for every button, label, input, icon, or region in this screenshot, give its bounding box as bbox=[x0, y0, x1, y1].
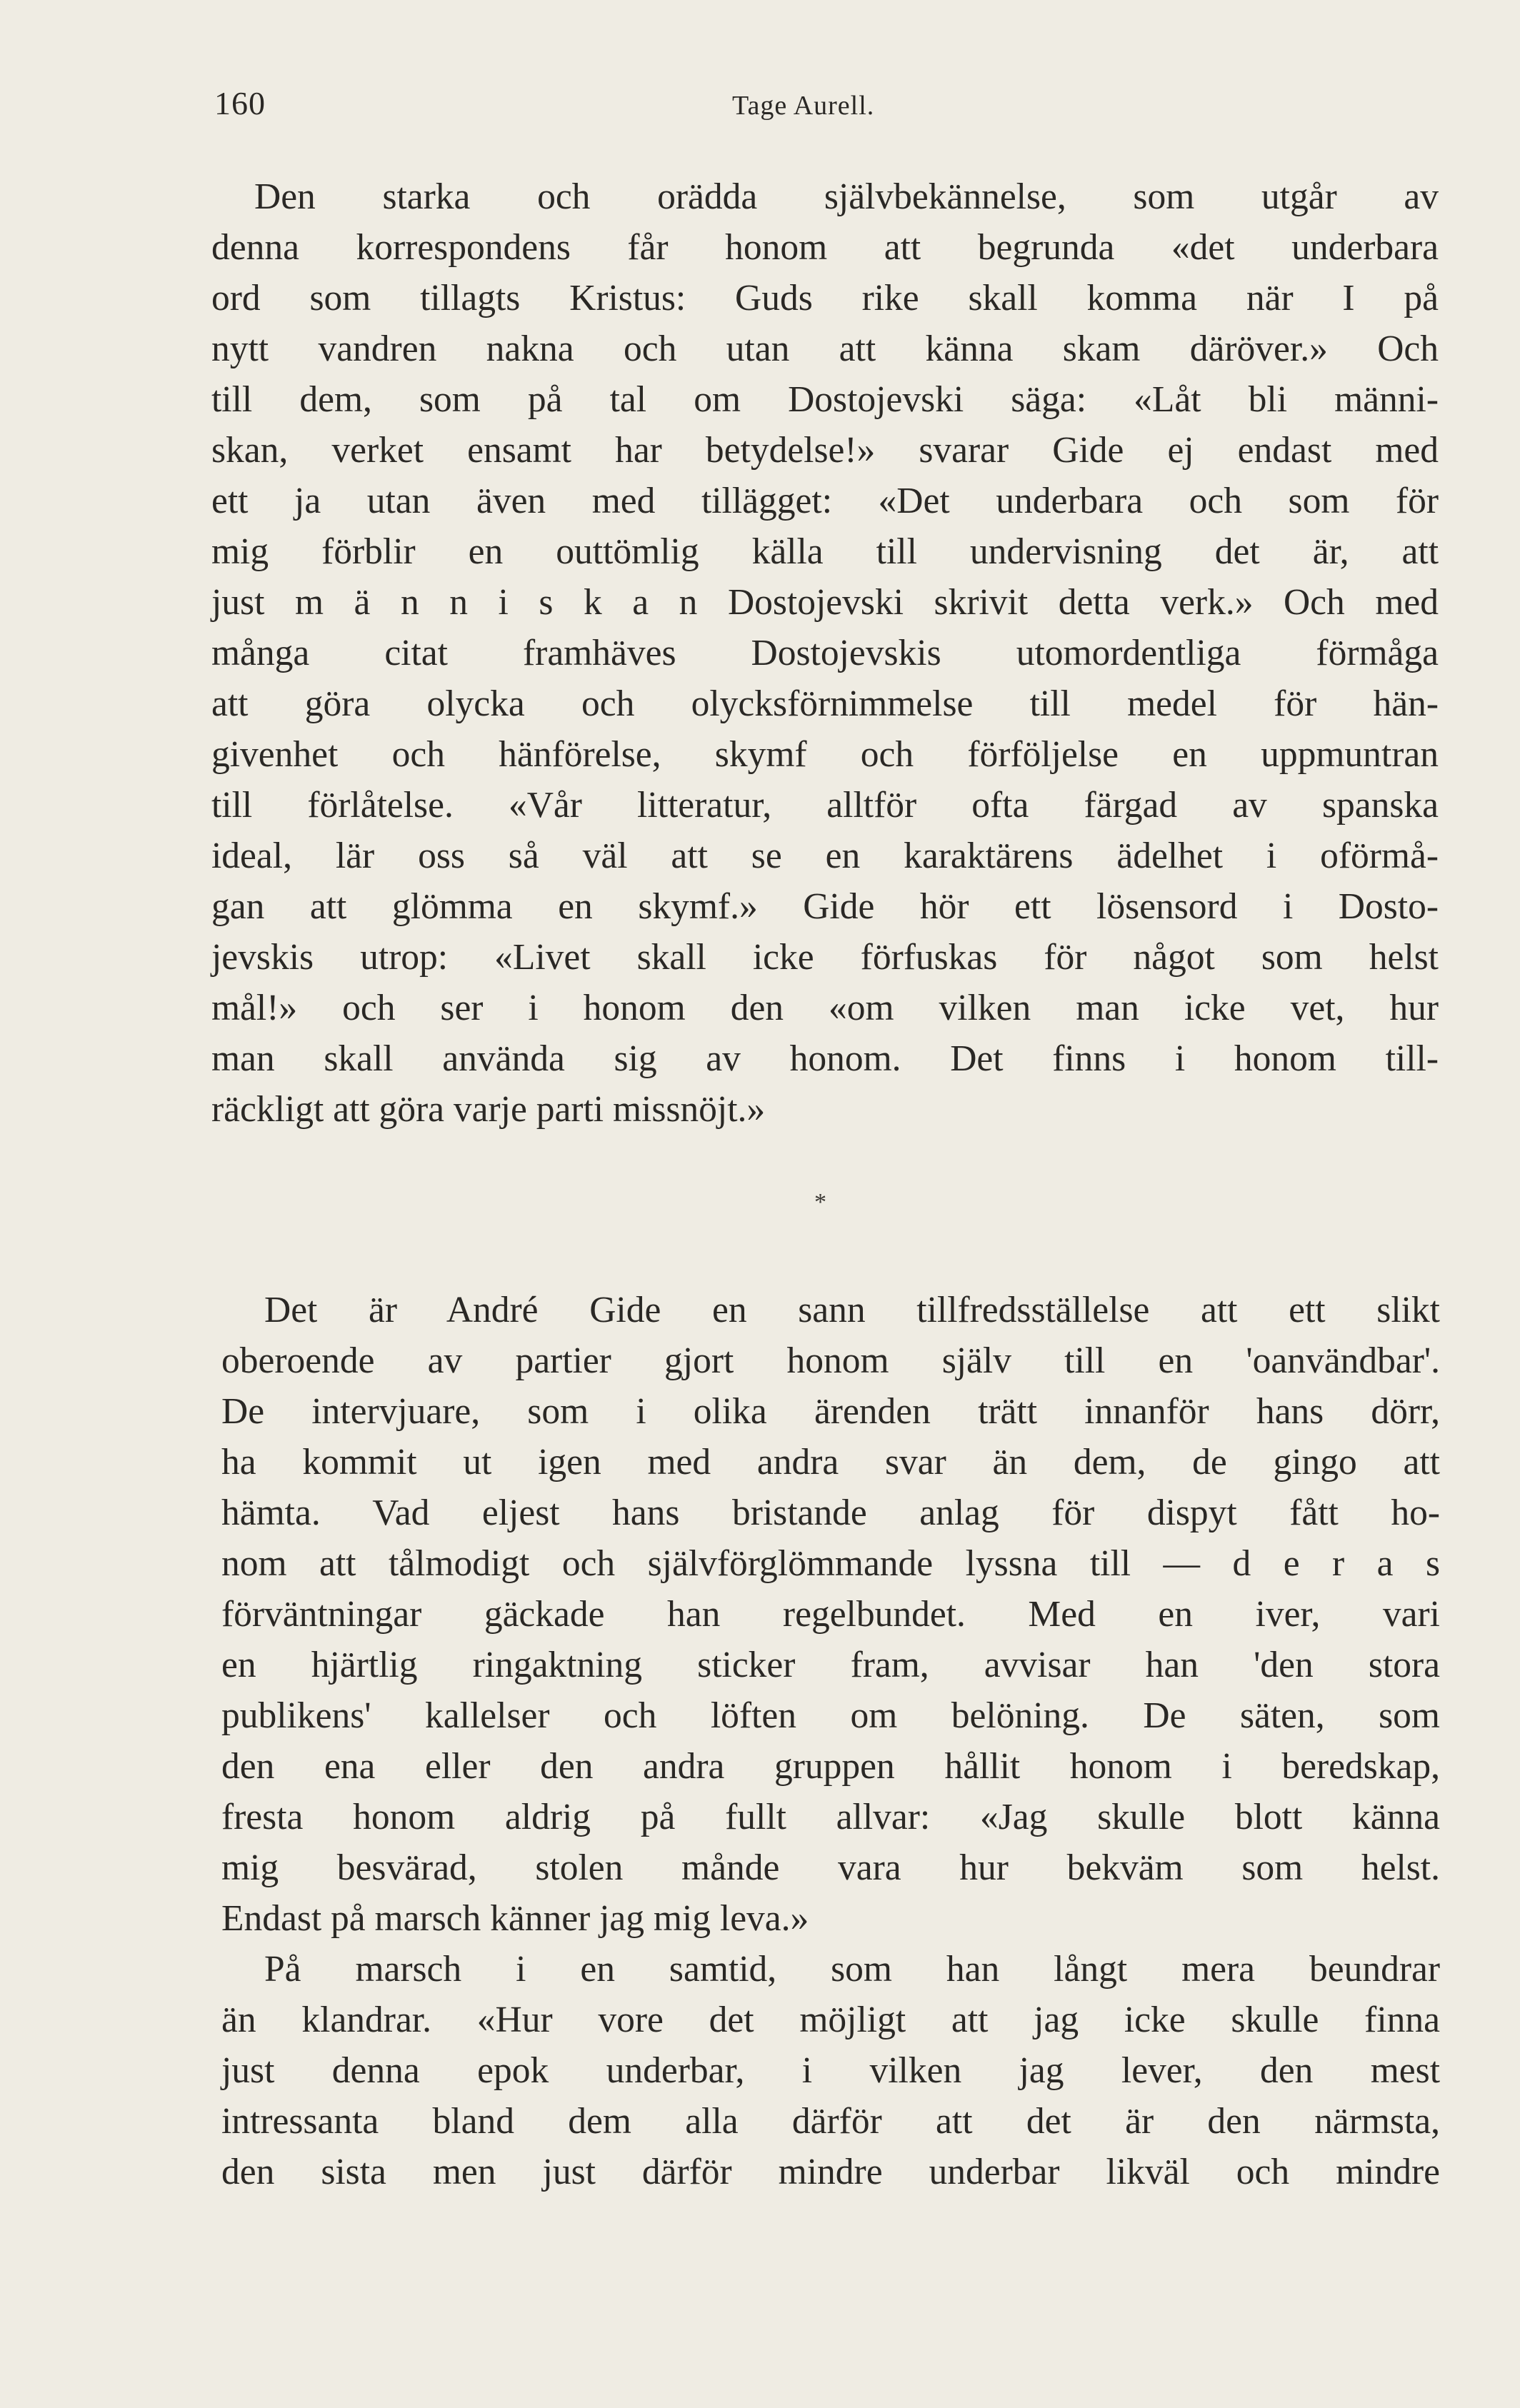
text-line: den sista men just därför mindre underbar likväl och mindre bbox=[221, 2152, 1440, 2192]
text-line: mig besvärad, stolen månde vara hur bekväm som helst. bbox=[221, 1847, 1440, 1888]
text-line: en hjärtlig ringaktning sticker fram, avvisar han 'den stora bbox=[221, 1645, 1440, 1685]
section-separator: * bbox=[814, 1189, 826, 1215]
page-number: 160 bbox=[214, 85, 266, 121]
text-line: ett ja utan även med tillägget: «Det underbara och som för bbox=[211, 481, 1439, 521]
text-line: fresta honom aldrig på fullt allvar: «Jag skulle blott känna bbox=[221, 1797, 1440, 1837]
text-line: Endast på marsch känner jag mig leva.» bbox=[221, 1898, 809, 1939]
text-line: just denna epok underbar, i vilken jag lever, den mest bbox=[221, 2050, 1440, 2091]
text-line: givenhet och hänförelse, skymf och förföljelse en uppmuntran bbox=[211, 734, 1439, 775]
text-line: denna korrespondens får honom att begrunda «det underbara bbox=[211, 227, 1439, 268]
text-line: nytt vandren nakna och utan att känna skam däröver.» Och bbox=[211, 328, 1439, 369]
text-line: till förlåtelse. «Vår litteratur, alltför ofta färgad av spanska bbox=[211, 785, 1439, 826]
text-line: räckligt att göra varje parti missnöjt.» bbox=[211, 1089, 766, 1130]
text-line: den ena eller den andra gruppen hållit honom i beredskap, bbox=[221, 1746, 1440, 1787]
text-line: att göra olycka och olycksförnimmelse till medel för hän- bbox=[211, 683, 1439, 724]
text-line: mig förblir en outtömlig källa till undervisning det är, att bbox=[211, 531, 1439, 572]
text-line: Den starka och orädda självbekännelse, som utgår av bbox=[254, 176, 1439, 217]
text-line: hämta. Vad eljest hans bristande anlag för dispyt fått ho- bbox=[221, 1493, 1440, 1533]
text-line: ideal, lär oss så väl att se en karaktärens ädelhet i oförmå- bbox=[211, 836, 1439, 876]
text-line: jevskis utrop: «Livet skall icke förfuskas för något som helst bbox=[211, 937, 1439, 978]
text-line: man skall använda sig av honom. Det finns i honom till- bbox=[211, 1038, 1439, 1079]
text-line: många citat framhäves Dostojevskis utomordentliga förmåga bbox=[211, 633, 1439, 673]
text-line: nom att tålmodigt och självförglömmande lyssna till — d e r a s bbox=[221, 1543, 1440, 1584]
text-line: förväntningar gäckade han regelbundet. Med en iver, vari bbox=[221, 1594, 1440, 1635]
text-line: intressanta bland dem alla därför att det är den närmsta, bbox=[221, 2101, 1440, 2142]
running-head bbox=[214, 84, 1436, 134]
running-title: Tage Aurell. bbox=[732, 91, 875, 121]
text-line: Det är André Gide en sann tillfredsställelse att ett slikt bbox=[264, 1290, 1440, 1330]
text-line: oberoende av partier gjort honom själv till en 'oanvändbar'. bbox=[221, 1340, 1440, 1381]
paragraph-1 bbox=[211, 171, 1439, 1135]
text-line: just m ä n n i s k a n Dostojevski skrivit detta verk.» Och med bbox=[211, 582, 1439, 623]
text-line: På marsch i en samtid, som han långt mera beundrar bbox=[264, 1949, 1440, 1990]
text-line: De intervjuare, som i olika ärenden trätt innanför hans dörr, bbox=[221, 1391, 1440, 1432]
text-line: publikens' kallelser och löften om belöning. De säten, som bbox=[221, 1695, 1440, 1736]
text-line: än klandrar. «Hur vore det möjligt att jag icke skulle finna bbox=[221, 2000, 1440, 2040]
text-line: ha kommit ut igen med andra svar än dem, de gingo att bbox=[221, 1442, 1440, 1483]
text-line: gan att glömma en skymf.» Gide hör ett lösensord i Dosto- bbox=[211, 886, 1439, 927]
text-line: skan, verket ensamt har betydelse!» svarar Gide ej endast med bbox=[211, 430, 1439, 471]
paragraph-2 bbox=[221, 1285, 1440, 2197]
text-line: till dem, som på tal om Dostojevski säga: «Låt bli männi- bbox=[211, 379, 1439, 420]
text-line: ord som tillagts Kristus: Guds rike skall komma när I på bbox=[211, 278, 1439, 318]
text-line: mål!» och ser i honom den «om vilken man icke vet, hur bbox=[211, 988, 1439, 1028]
